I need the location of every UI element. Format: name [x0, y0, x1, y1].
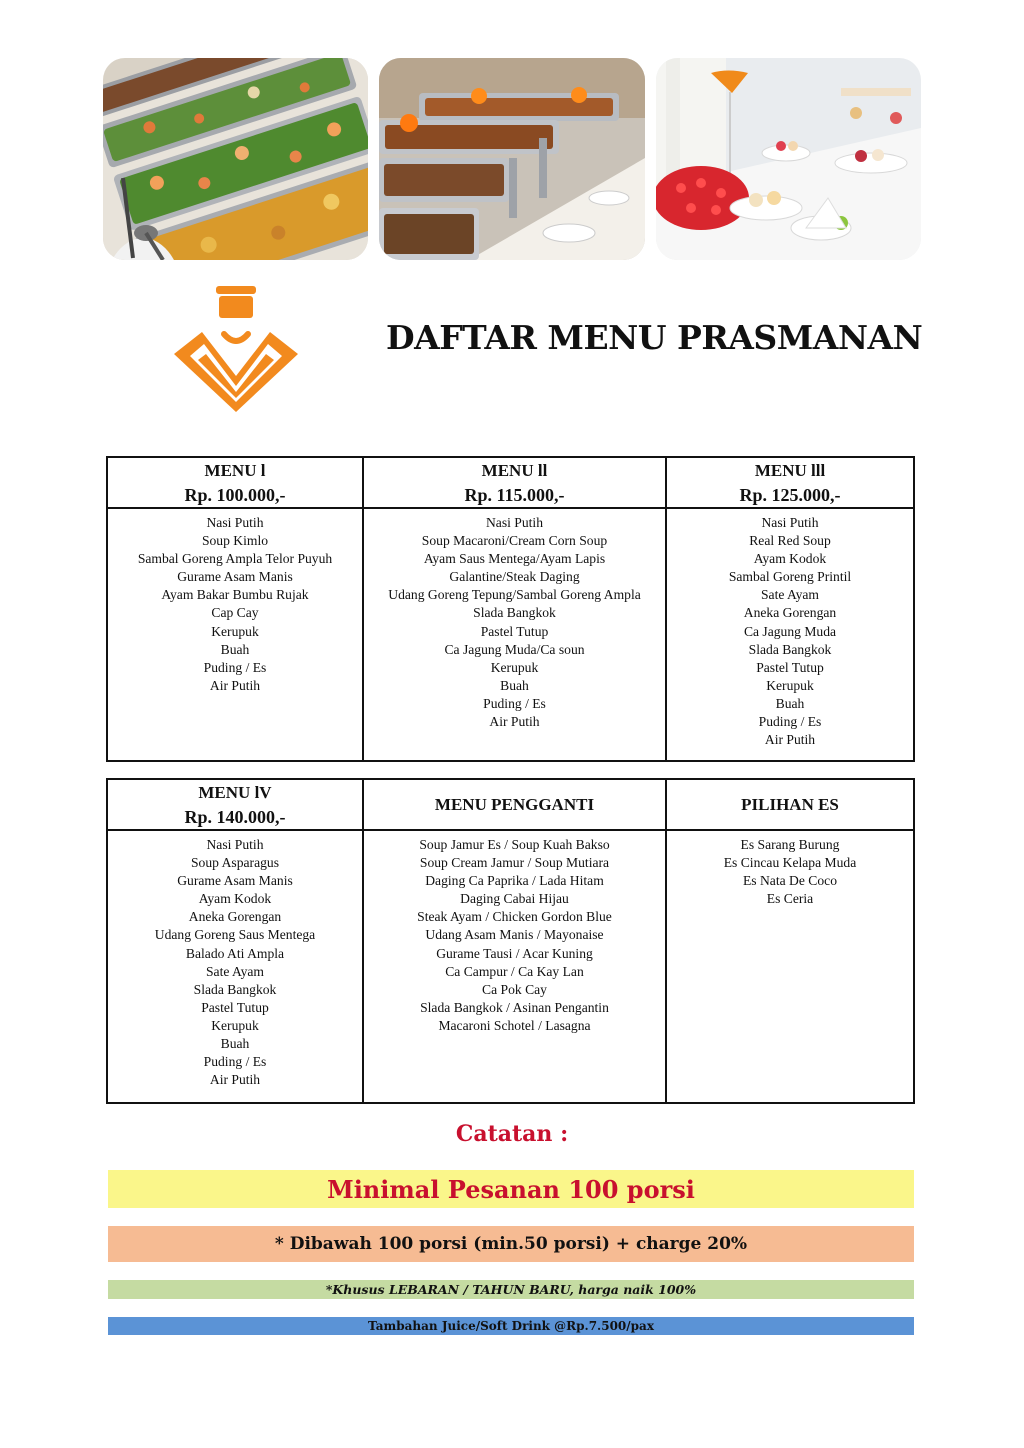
- buffet-chafing-dishes-photo: [379, 58, 645, 260]
- menu-item: Real Red Soup: [749, 533, 831, 549]
- menu-item: Pastel Tutup: [201, 999, 269, 1015]
- menu-item-list: [108, 831, 362, 1089]
- menu-header: [108, 780, 362, 831]
- buffet-trays-vegetables-photo: [103, 58, 368, 260]
- notes-title: Catatan :: [455, 1121, 569, 1147]
- menu-item: Soup Cream Jamur / Soup Mutiara: [419, 855, 610, 871]
- menu-item: Gurame Asam Manis: [177, 873, 293, 889]
- menu-item: Udang Asam Manis / Mayonaise: [425, 927, 604, 943]
- menu-item: Ca Jagung Muda: [743, 623, 837, 639]
- menu-item: Buah: [220, 641, 250, 657]
- menu-item: Pastel Tutup: [480, 623, 549, 639]
- menu-header: [108, 458, 362, 509]
- menu-item: Nasi Putih: [485, 515, 544, 530]
- menu-item: Daging Ca Paprika / Lada Hitam: [425, 873, 604, 889]
- menu-item-list: [667, 831, 913, 908]
- menu-header: [667, 780, 913, 831]
- menu-item: Macaroni Schotel / Lasagna: [438, 1017, 591, 1033]
- menu-item-list: [364, 509, 665, 731]
- menu-header: [667, 458, 913, 509]
- menu-item: Air Putih: [209, 1072, 261, 1088]
- menu-item: Buah: [220, 1036, 250, 1052]
- menu-item: Puding / Es: [203, 659, 267, 675]
- menu-item: Aneka Gorengan: [743, 605, 837, 621]
- menu-price: Rp. 115.000,-: [464, 484, 565, 505]
- menu-item: Nasi Putih: [761, 515, 819, 530]
- holiday-price-note: *Khusus LEBARAN / TAHUN BARU, harga naik 100%: [108, 1280, 914, 1299]
- menu-item: Nasi Putih: [206, 837, 264, 852]
- menu-item: Es Cincau Kelapa Muda: [723, 855, 857, 871]
- menu-header: [364, 780, 665, 831]
- menu-item: Slada Bangkok / Asinan Pengantin: [420, 999, 609, 1015]
- menu-header: [364, 458, 665, 509]
- menu-item: Air Putih: [209, 677, 261, 693]
- dessert-buffet-table-photo: [656, 58, 921, 260]
- menu-item: Balado Ati Ampla: [185, 945, 285, 961]
- menu-item: Air Putih: [489, 714, 540, 730]
- menu-item: Buah: [500, 677, 529, 693]
- menu-item: Ayam Bakar Bumbu Rujak: [161, 587, 309, 603]
- menu-item: Es Ceria: [766, 891, 814, 907]
- surcharge-note: * Dibawah 100 porsi (min.50 porsi) + charge 20%: [108, 1226, 914, 1262]
- menu-price: Rp. 100.000,-: [184, 484, 286, 505]
- menu-item: Soup Jamur Es / Soup Kuah Bakso: [419, 837, 610, 852]
- menu-item: Udang Goreng Saus Mentega: [154, 927, 316, 943]
- menu-item: Es Sarang Burung: [740, 837, 840, 852]
- menu-item-list: [364, 831, 665, 1035]
- menu-item: Gurame Asam Manis: [177, 569, 293, 585]
- menu-item: Ayam Kodok: [198, 891, 272, 907]
- menu-item: Sate Ayam: [205, 963, 265, 979]
- menu-name: MENU lV: [198, 782, 272, 802]
- menu-item-list: [667, 509, 913, 749]
- menu-name: MENU PENGGANTI: [434, 794, 595, 814]
- menu-column: [364, 458, 667, 760]
- menu-item-list: [108, 509, 362, 695]
- menu-column: [108, 458, 364, 760]
- menu-item: Sambal Goreng Ampla Telor Puyuh: [137, 551, 333, 567]
- menu-item: Buah: [775, 695, 805, 711]
- menu-table-2: [106, 778, 915, 1104]
- menu-item: Galantine/Steak Daging: [449, 569, 580, 585]
- menu-item: Ayam Kodok: [753, 551, 827, 567]
- menu-item: Steak Ayam / Chicken Gordon Blue: [417, 909, 612, 925]
- menu-item: Soup Macaroni/Cream Corn Soup: [421, 533, 608, 549]
- menu-item: Ca Campur / Ca Kay Lan: [445, 963, 584, 979]
- menu-item: Kerupuk: [766, 677, 814, 693]
- menu-item: Daging Cabai Hijau: [460, 891, 569, 907]
- menu-price: Rp. 140.000,-: [184, 806, 286, 827]
- menu-item: Ayam Saus Mentega/Ayam Lapis: [423, 551, 606, 567]
- menu-item: Kerupuk: [490, 659, 539, 675]
- menu-item: Soup Asparagus: [191, 855, 279, 871]
- menu-item: Sambal Goreng Printil: [728, 569, 852, 585]
- menu-item: Slada Bangkok: [193, 981, 277, 997]
- menu-item: Puding / Es: [758, 714, 822, 730]
- page-title: DAFTAR MENU PRASMANAN: [386, 318, 923, 357]
- menu-item: Aneka Gorengan: [188, 909, 282, 925]
- menu-item: Nasi Putih: [206, 515, 264, 530]
- menu-price: Rp. 125.000,-: [739, 484, 841, 505]
- header-photos: [103, 58, 921, 260]
- chef-hat-logo-icon: [172, 284, 300, 414]
- menu-item: Slada Bangkok: [748, 641, 832, 657]
- juice-addon-note: Tambahan Juice/Soft Drink @Rp.7.500/pax: [108, 1317, 914, 1335]
- menu-item: Puding / Es: [203, 1054, 267, 1070]
- menu-item: Slada Bangkok: [473, 605, 556, 621]
- menu-name: PILIHAN ES: [741, 794, 839, 814]
- menu-item: Ca Jagung Muda/Ca soun: [444, 641, 585, 657]
- menu-item: Gurame Tausi / Acar Kuning: [436, 945, 593, 961]
- menu-name: MENU l: [204, 460, 266, 480]
- menu-item: Puding / Es: [483, 695, 546, 711]
- menu-item: Ca Pok Cay: [482, 981, 547, 997]
- minimum-order-note: Minimal Pesanan 100 porsi: [108, 1170, 914, 1208]
- menu-item: Pastel Tutup: [756, 659, 824, 675]
- menu-name: MENU ll: [481, 460, 548, 480]
- menu-item: Sate Ayam: [760, 587, 820, 603]
- menu-name: MENU lll: [754, 460, 826, 480]
- menu-column: [667, 458, 913, 760]
- menu-table-1: [106, 456, 915, 762]
- menu-column: [108, 780, 364, 1102]
- menu-item: Kerupuk: [211, 1017, 259, 1033]
- menu-item: Air Putih: [764, 732, 816, 748]
- menu-item: Soup Kimlo: [201, 533, 269, 549]
- menu-item: Kerupuk: [211, 623, 259, 639]
- menu-column: [364, 780, 667, 1102]
- menu-column: [667, 780, 913, 1102]
- menu-item: Cap Cay: [211, 605, 259, 621]
- menu-item: Udang Goreng Tepung/Sambal Goreng Ampla: [388, 587, 641, 603]
- menu-item: Es Nata De Coco: [743, 873, 837, 889]
